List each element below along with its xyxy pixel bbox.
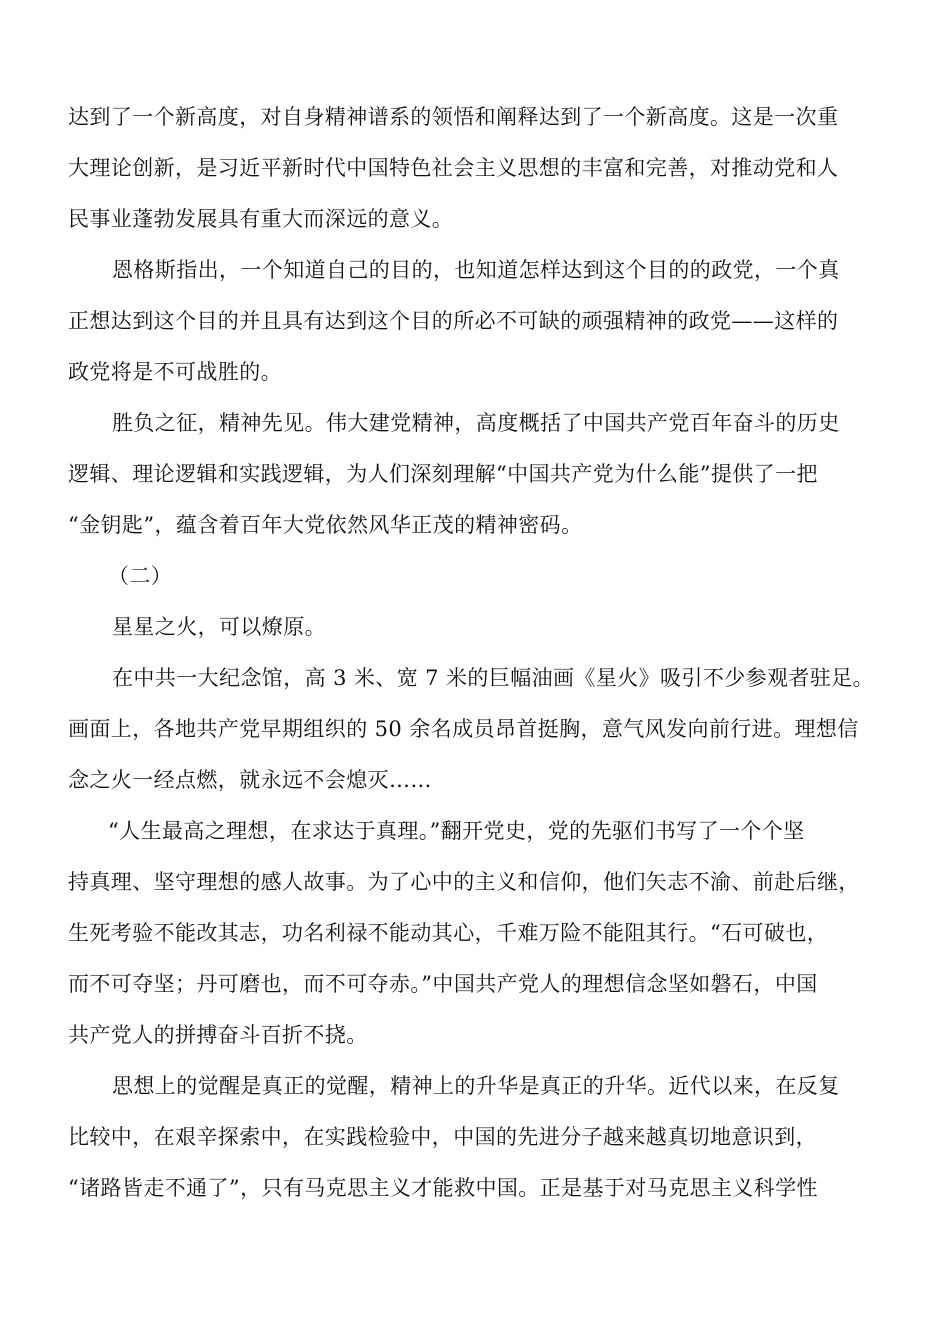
text-line: 星星之火，可以燎原。	[112, 615, 326, 639]
paragraph-awakening	[68, 1061, 898, 1214]
text-line: 政党将是不可战胜的。	[68, 360, 282, 384]
text-line: 逻辑、理论逻辑和实践逻辑，为人们深刻理解“中国共产党为什么能”提供了一把	[68, 462, 818, 486]
paragraph-continued	[68, 92, 898, 245]
paragraph-spark	[68, 602, 898, 653]
text-line: 生死考验不能改其志，功名利禄不能动其心，千难万险不能阻其行。“石可破也，	[68, 921, 829, 945]
paragraph-engels	[68, 245, 898, 398]
document-body	[68, 92, 898, 1214]
text-line: 达到了一个新高度，对自身精神谱系的领悟和阐释达到了一个新高度。这是一次重	[68, 105, 839, 129]
text-line: 胜负之征，精神先见。伟大建党精神，高度概括了中国共产党百年奋斗的历史	[112, 411, 840, 435]
paragraph-spirit	[68, 398, 898, 551]
text-line: 民事业蓬勃发展具有重大而深远的意义。	[68, 207, 454, 231]
text-line: 持真理、坚守理想的感人故事。为了心中的主义和信仰，他们矢志不渝、前赴后继，	[68, 870, 860, 894]
text-line: “金钥匙”，蕴含着百年大党依然风华正茂的精神密码。	[68, 513, 583, 537]
text-line: 念之火一经点燃，就永远不会熄灭……	[68, 768, 432, 792]
text-line: 而不可夺坚；丹可磨也，而不可夺赤。”中国共产党人的理想信念坚如磐石，中国	[68, 972, 818, 996]
text-line: 恩格斯指出，一个知道自己的目的，也知道怎样达到这个目的的政党，一个真	[112, 258, 840, 282]
text-line: 共产党人的拼搏奋斗百折不挠。	[68, 1023, 368, 1047]
paragraph-memorial	[68, 653, 898, 806]
text-line: 思想上的觉醒是真正的觉醒，精神上的升华是真正的升华。近代以来，在反复	[112, 1074, 840, 1098]
text-line: 大理论创新，是习近平新时代中国特色社会主义思想的丰富和完善，对推动党和人	[68, 156, 839, 180]
text-line: 画面上，各地共产党早期组织的 50 余名成员昂首挺胸，意气风发向前行进。理想信	[68, 717, 859, 741]
text-line: 比较中，在艰辛探索中，在实践检验中，中国的先进分子越来越真切地意识到，	[68, 1125, 817, 1149]
text-line: “诸路皆走不通了”，只有马克思主义才能救中国。正是基于对马克思主义科学性	[68, 1176, 818, 1200]
section-number: （二）	[108, 564, 173, 588]
text-line: 正想达到这个目的并且具有达到这个目的所必不可缺的顽强精神的政党——这样的	[68, 309, 839, 333]
text-line: 在中共一大纪念馆，高 3 米、宽 7 米的巨幅油画《星火》吸引不少参观者驻足。	[112, 666, 875, 690]
section-heading	[68, 551, 898, 602]
paragraph-ideal	[68, 806, 898, 1061]
text-line: “人生最高之理想，在求达于真理。”翻开党史，党的先驱们书写了一个个坚	[108, 819, 805, 843]
